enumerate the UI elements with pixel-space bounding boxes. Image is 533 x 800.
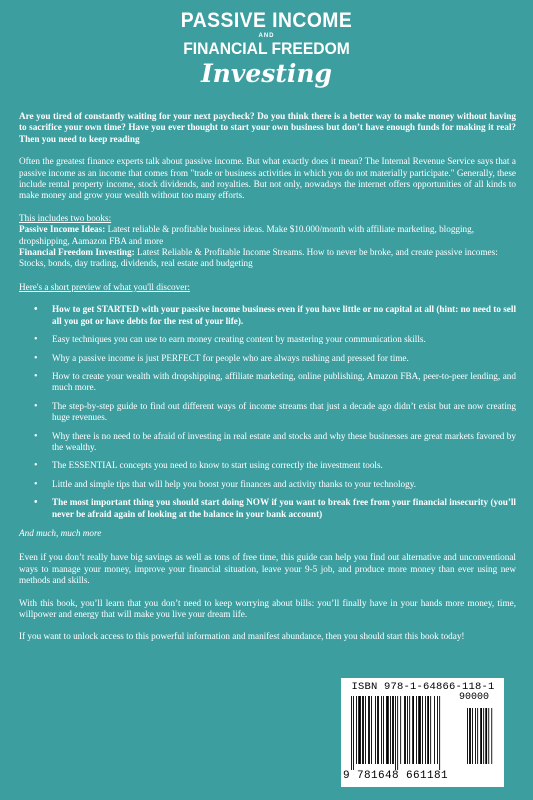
bullet-icon: • <box>34 478 38 490</box>
barcode-icon <box>349 696 499 774</box>
preview-list <box>34 304 516 520</box>
books-section <box>19 213 516 270</box>
list-item: • Easy techniques you can use to earn money creating content by mastering your communication skills. <box>34 334 426 346</box>
intro-paragraph: Are you tired of constantly waiting for your next paycheck? Do you think there is a better way to make money without having to sacrifice your own time? Have you ever thought to start your own business but don’t have enough funds for making it real? Then you need to keep reading <box>19 111 516 144</box>
bullet-icon: • <box>34 370 38 382</box>
price-code: 90000 <box>459 692 490 703</box>
list-item: • How to get STARTED with your passive income business even if you have little or no capital at all (hint: no need to sell all you got or have debts for the rest of your life). <box>34 304 516 326</box>
book1-title: Passive Income Ideas: <box>19 224 106 235</box>
list-item: • The step-by-step guide to find out different ways of income streams that just a decade ago didn’t exist but are now creating huge revenues. <box>34 400 516 423</box>
list-item: • Why a passive income is just PERFECT for people who are always rushing and pressed for time. <box>34 352 409 364</box>
and-more-text: And much, much more <box>19 527 102 538</box>
ean-digits: 9 781648 661181 <box>343 770 449 782</box>
bullet-icon: • <box>34 460 38 472</box>
list-item: • How to create your wealth with dropshipping, affiliate marketing, online publishing, Amazon FBA, peer-to-peer lending, and much more. <box>34 370 516 393</box>
book2-title: Financial Freedom Investing: <box>19 247 135 258</box>
book1-description: Latest reliable & profitable business ideas. Make $10.000/month with affiliate marketing, blogging, dropshipping, Aamazon FBA and more <box>19 224 475 246</box>
bullet-icon: • <box>34 334 38 346</box>
title-line-4: Investing <box>200 59 333 88</box>
savings-paragraph: Even if you don’t really have big savings as well as tons of free time, this guide can help you find out alternative and unconventional ways to manage your money, improve your financial situation, leave your 9-5 job, and produce more money than ever using new methods and skills. <box>19 552 516 586</box>
list-item: • Little and simple tips that will help you boost your finances and activity thanks to your technology. <box>34 478 417 490</box>
blurb <box>19 111 516 654</box>
preview-heading: Here's a short preview of what you'll discover: <box>19 281 190 292</box>
title-line-2: AND <box>258 33 275 39</box>
bullet-icon: • <box>34 400 38 412</box>
list-item: • The most important thing you should start doing NOW if you want to break free from your financial insecurity (you’ll never be afraid again of looking at the balance in your bank account) <box>34 497 516 519</box>
list-item: • The ESSENTIAL concepts you need to know to start using correctly the investment tools. <box>34 460 383 472</box>
bullet-icon: • <box>34 304 38 316</box>
books-heading: This includes two books: <box>19 212 112 223</box>
bills-paragraph: With this book, you’ll learn that you don’t need to keep worrying about bills: you’ll finally have in your hands more money, time, willpower and energy that will make you live your dream life. <box>19 597 516 619</box>
bullet-icon: • <box>34 497 38 509</box>
passive-income-paragraph: Often the greatest finance experts talk about passive income. But what exactly does it mean? The Internal Revenue Service says that a passive income as an income that comes from "trade or business activities in which you do not materially participate." Generally, these include rental property income, stock dividends, and royalties. But not only, nowadays the internet offers opportunities of all kinds to make money and grow your wealth without too many efforts. <box>19 156 516 201</box>
bullet-icon: • <box>34 430 38 442</box>
title-line-1: PASSIVE INCOME <box>180 9 353 32</box>
book2-description: Latest Reliable & Profitable Income Streams. How to never be broke, and create passive incomes: Stocks, bonds, day trading, dividends, real estate and budgeting <box>19 247 498 269</box>
isbn-barcode <box>341 678 504 787</box>
cover-title <box>0 10 533 88</box>
closing-paragraph: If you want to unlock access to this powerful information and manifest abundance, then you should start this book today! <box>19 631 465 642</box>
isbn-text: ISBN 978-1-64866-118-1 <box>351 681 495 693</box>
list-item: • Why there is no need to be afraid of investing in real estate and stocks and why these businesses are great markets favored by the wealthy. <box>34 430 516 452</box>
title-line-3: FINANCIAL FREEDOM <box>183 39 350 58</box>
bullet-icon: • <box>34 352 38 364</box>
